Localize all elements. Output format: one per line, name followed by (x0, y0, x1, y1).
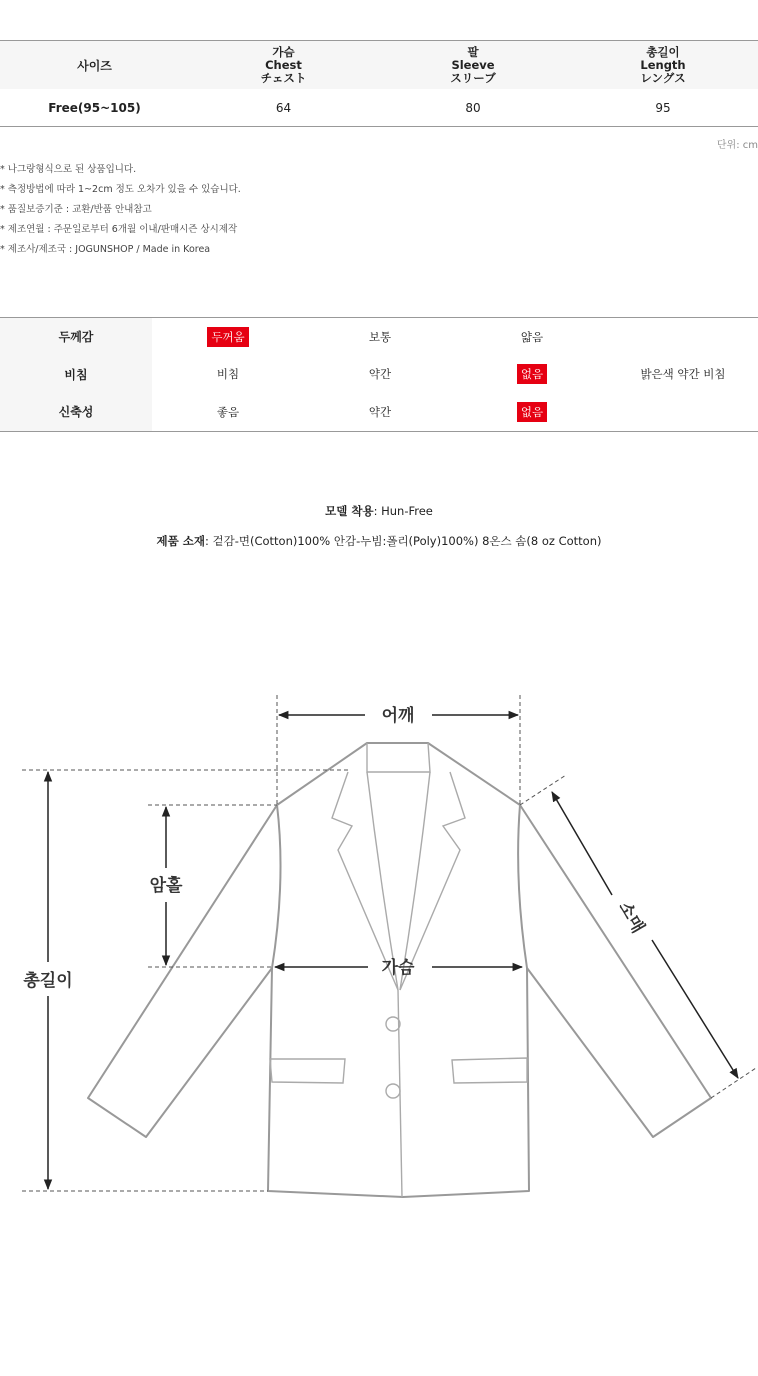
fabric-feel-table (0, 317, 758, 432)
feel-label: 비침 (0, 356, 152, 394)
model-value: : Hun-Free (373, 504, 433, 518)
header-chest-en: Chest (265, 57, 302, 72)
jacket-button (386, 1017, 400, 1031)
feel-option-text: 보통 (368, 329, 392, 344)
note-item: * 측정방법에 따라 1~2cm 정도 오차가 있을 수 있습니다. (0, 184, 241, 195)
row-size: Free(95~105) (48, 100, 141, 115)
header-length (568, 41, 758, 89)
row-chest: 64 (275, 100, 292, 115)
jacket-right-sleeve (520, 805, 711, 1137)
header-length-ko: 총길이 (646, 44, 680, 59)
note-item: * 나그랑형식으로 된 상품입니다. (0, 164, 137, 175)
feel-label: 두께감 (0, 318, 152, 356)
shoulder-label: 어깨 (381, 706, 415, 726)
jacket-collar (367, 743, 430, 772)
feel-option-text: 얇음 (520, 329, 544, 344)
header-length-en: Length (640, 57, 686, 72)
sleeve-arrow-up (552, 792, 612, 895)
feel-option (152, 393, 304, 431)
feel-option (152, 356, 304, 394)
armhole-label: 암홀 (149, 876, 183, 896)
chest-label: 가슴 (381, 958, 415, 978)
header-size: 사이즈 (77, 58, 112, 73)
feel-option (456, 393, 608, 431)
row-sleeve: 80 (465, 100, 481, 115)
note-item: * 제조사/제조국 : JOGUNSHOP / Made in Korea (0, 244, 211, 255)
feel-option (456, 318, 608, 356)
header-chest-ja: チェスト (260, 70, 307, 85)
dimension-arrows (48, 715, 738, 1189)
unit-label: 단위: cm (716, 140, 758, 151)
feel-option-selected: 없음 (517, 402, 547, 422)
size-table-row (0, 89, 758, 127)
jacket-diagram (0, 680, 758, 1220)
sleeve-arrow-down (652, 940, 738, 1078)
note-item: * 품질보증기준 : 교환/반품 안내참고 (0, 204, 152, 215)
feel-option (152, 318, 304, 356)
size-table (0, 40, 758, 127)
notes-list (0, 163, 241, 263)
feel-option (304, 393, 456, 431)
feel-option-selected: 없음 (517, 364, 547, 384)
jacket-left-sleeve (88, 805, 277, 1137)
note-item: * 제조연월 : 주문일로부터 6개월 이내/판매시즌 상시제작 (0, 224, 238, 235)
feel-option-text: 약간 (368, 404, 392, 419)
model-info (0, 503, 758, 519)
header-chest-ko: 가슴 (272, 44, 295, 59)
feel-option-selected: 두꺼움 (207, 327, 248, 347)
fabric-info (0, 533, 758, 549)
feel-option-text: 약간 (368, 367, 392, 382)
header-sleeve (378, 41, 568, 89)
header-chest (189, 41, 378, 89)
header-sleeve-en: Sleeve (451, 57, 495, 72)
header-sleeve-ko: 팔 (467, 44, 479, 59)
model-label: 모델 착용 (325, 504, 374, 518)
fabric-label: 제품 소재 (156, 534, 205, 548)
total-length-label: 총길이 (23, 971, 73, 991)
header-sleeve-ja: スリーブ (450, 70, 496, 85)
feel-option (304, 318, 456, 356)
row-length: 95 (655, 100, 671, 115)
jacket-button (386, 1084, 400, 1098)
size-table-header (0, 40, 758, 89)
feel-option-text: 비침 (216, 367, 240, 382)
feel-option (304, 356, 456, 394)
jacket-right-pocket (452, 1058, 527, 1083)
feel-option-text: 좋음 (216, 404, 240, 419)
fabric-value: : 겉감-면(Cotton)100% 안감-누빔:폴리(Poly)100%) 8온스 솜(8 oz Cotton) (204, 534, 602, 548)
feel-option (456, 356, 608, 394)
feel-note: 밝은색 약간 비침 (640, 367, 726, 381)
header-length-ja: レングス (640, 70, 686, 85)
sleeve-label: 소매 (614, 898, 649, 937)
guide-lines (22, 695, 756, 1191)
measurement-diagram (0, 680, 758, 1220)
feel-label: 신축성 (0, 393, 152, 431)
jacket-left-pocket (270, 1059, 345, 1083)
